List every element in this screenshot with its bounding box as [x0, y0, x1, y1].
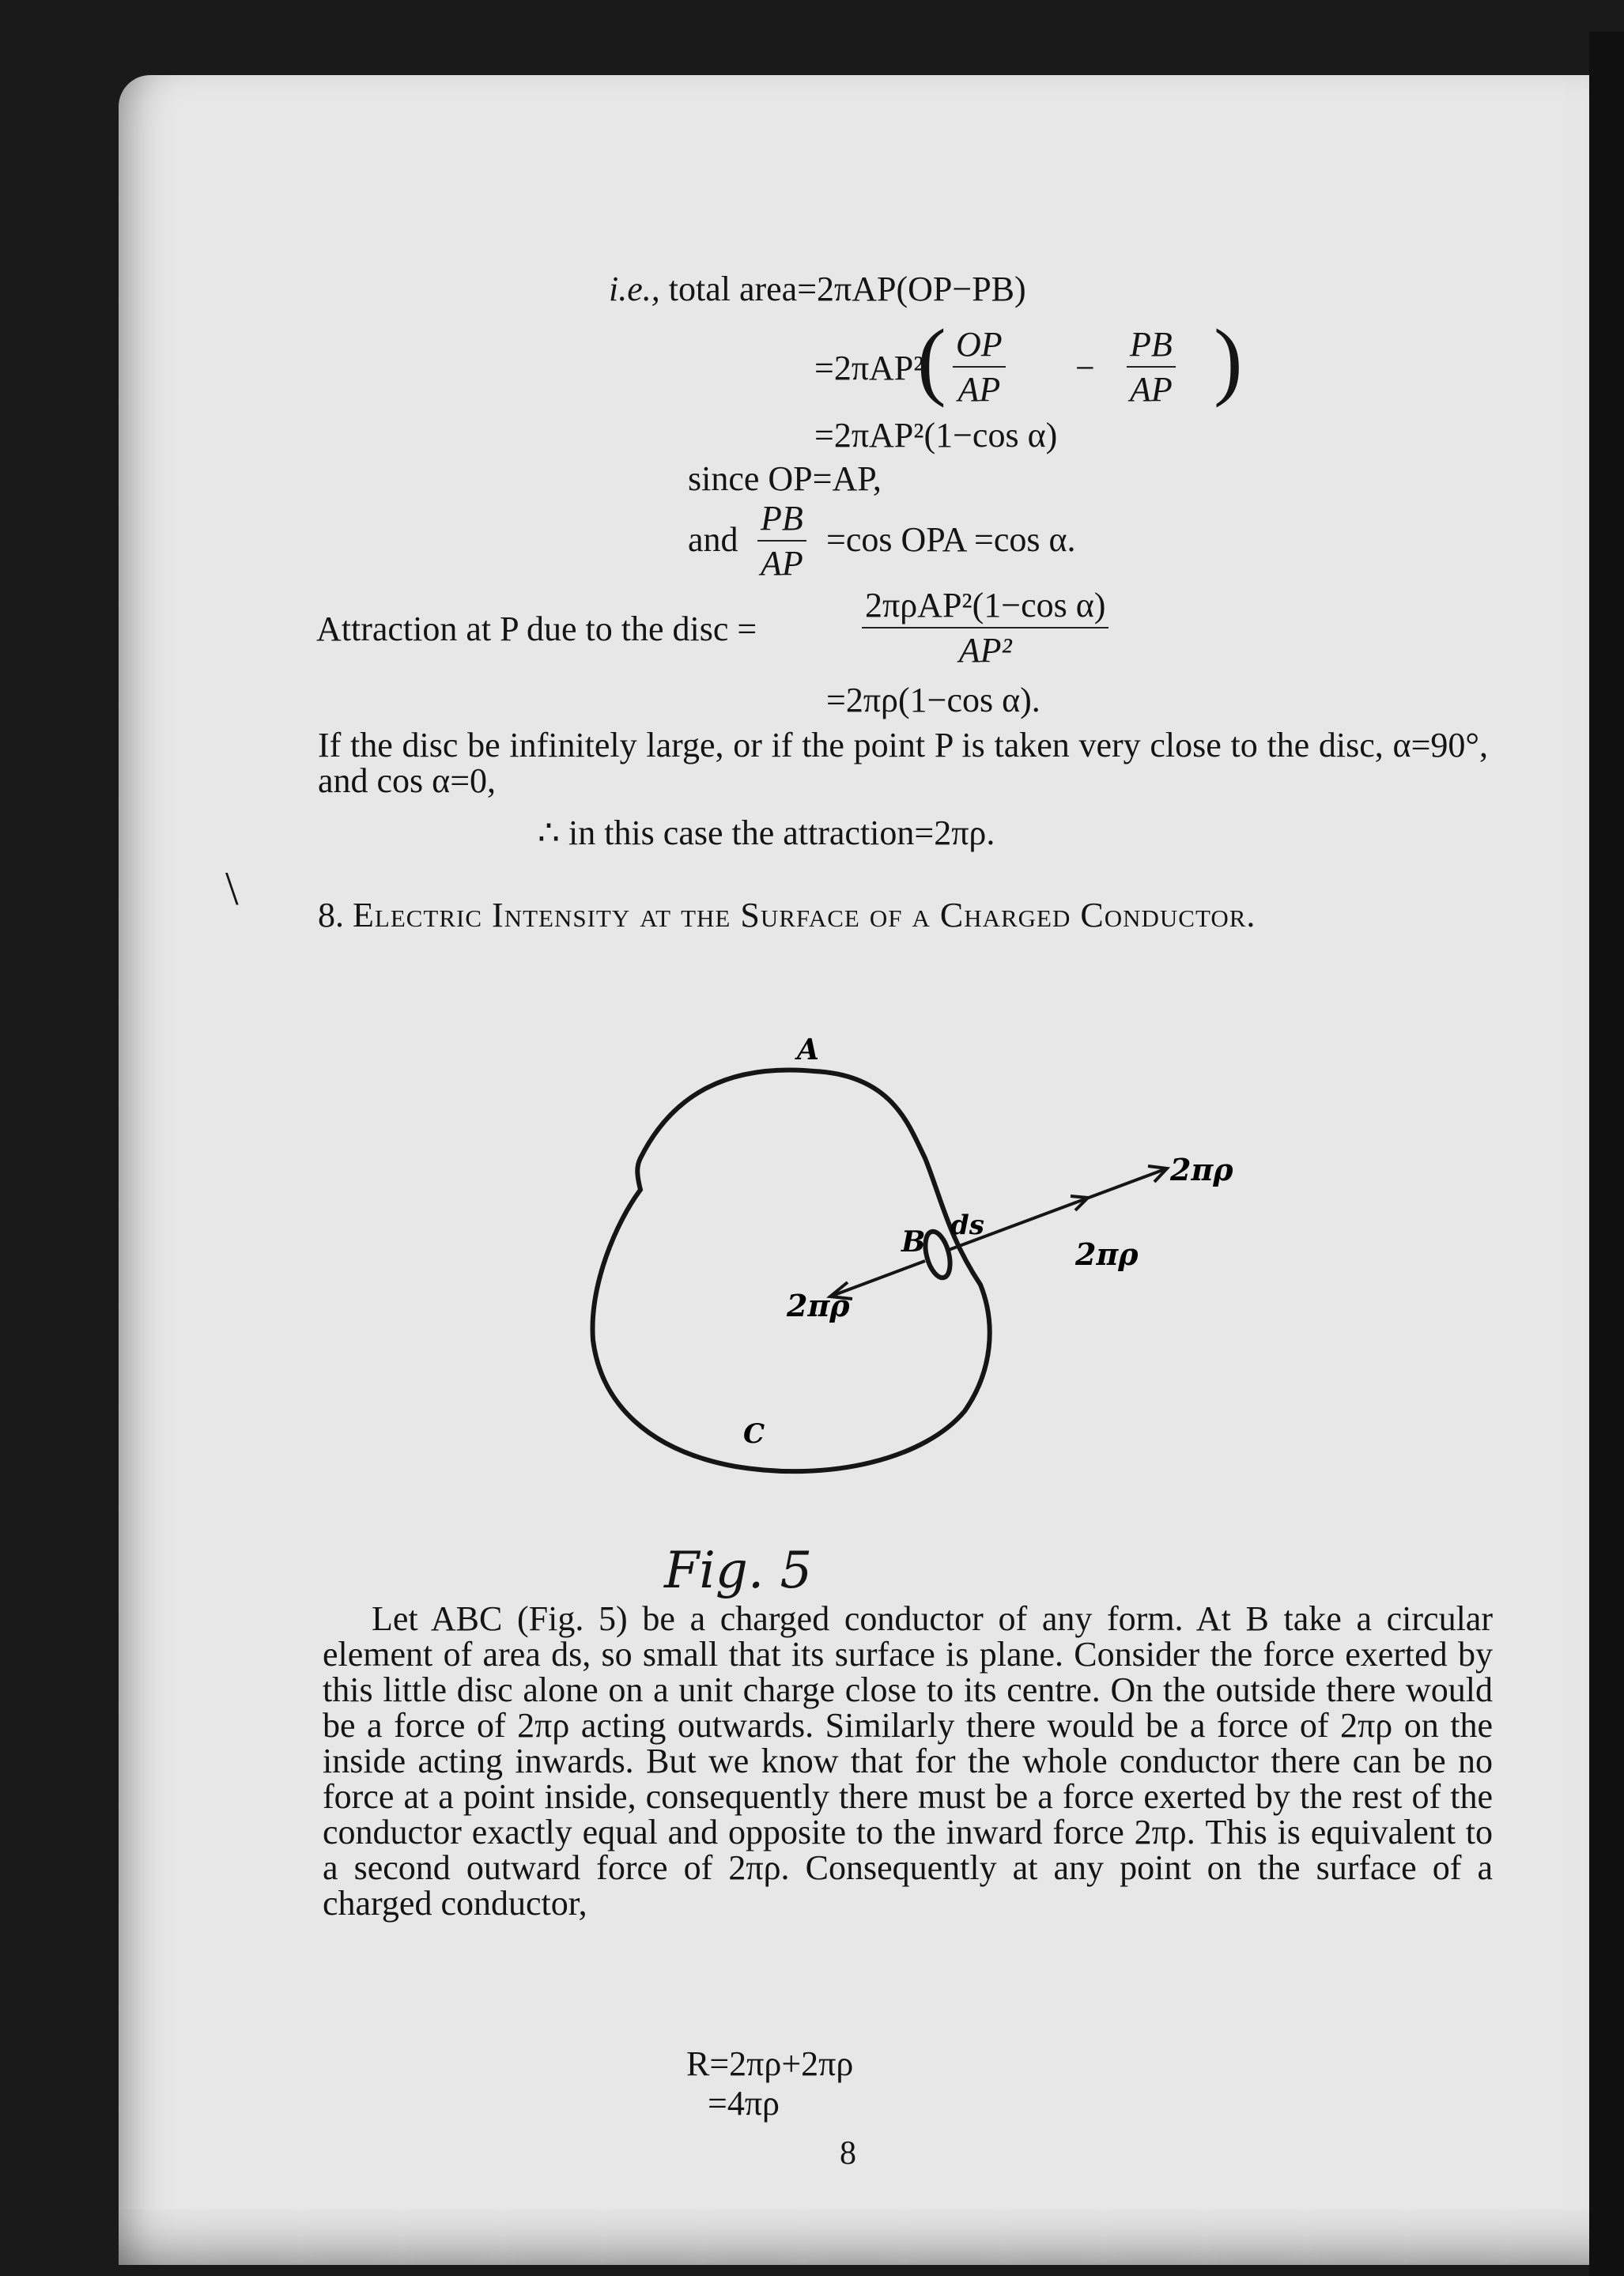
eq2-lead: =2πAP² — [814, 349, 924, 387]
equation-total-area — [609, 269, 1026, 309]
attraction-label: Attraction at P due to the disc = — [316, 610, 757, 648]
eq2-fraction-op-ap — [953, 324, 1006, 410]
since-line: since OP=AP, — [688, 459, 882, 498]
label-A: A — [797, 1033, 819, 1066]
figure-5-diagram — [553, 1000, 1265, 1553]
eq1-text: total area=2πAP(OP−PB) — [659, 270, 1026, 308]
frac-numerator: PB — [761, 499, 803, 538]
attraction-fraction — [862, 585, 1108, 670]
label-inward: 2πρ — [787, 1288, 850, 1323]
frac-denominator: AP — [957, 370, 1001, 409]
and-fraction — [757, 498, 806, 583]
surface-element-ds — [921, 1229, 955, 1280]
result-line-1: R=2πρ+2πρ — [686, 2044, 854, 2083]
frac-denominator: AP — [1130, 370, 1173, 409]
and-rest: =cos OPA =cos α. — [826, 520, 1076, 559]
label-C: C — [743, 1418, 765, 1450]
margin-mark: \ — [225, 862, 239, 915]
page-number: 8 — [840, 2135, 856, 2172]
frac-numerator: OP — [956, 325, 1003, 364]
frac-denominator: AP — [761, 544, 803, 583]
and-word: and — [688, 520, 738, 559]
eq3: =2πAP²(1−cos α) — [814, 416, 1058, 455]
section-number: 8. — [318, 896, 344, 934]
book-edge — [1589, 32, 1624, 2276]
right-paren: ) — [1214, 311, 1243, 408]
frac-numerator: 2πρAP²(1−cos α) — [865, 586, 1106, 625]
label-B: B — [901, 1225, 926, 1259]
result-line-2: =4πρ — [708, 2084, 780, 2123]
paragraph-infinite-disc: If the disc be infinitely large, or if the point P is taken very close to the disc, α=90°, and cos α=0, — [318, 726, 1488, 800]
label-ds: ds — [950, 1210, 984, 1241]
attraction-result: =2πρ(1−cos α). — [826, 681, 1040, 719]
paragraph-conductor: Let ABC (Fig. 5) be a charged conductor of any form. At B take a circular element of area ds, so small that its surface is plane. Consider the force exerted by this little disc alone on a unit charge close to its centre. On the outside there would be a force of 2πρ acting outwards. Similarly there would be a force of 2πρ on the inside acting inwards. But we know that for the whole conductor there can be no force at a point inside, consequently there must be a force exerted by the rest of the conductor exactly equal and opposite to the inward force 2πρ. This is equivalent to a second outward force of 2πρ. Consequently at any point on the surface of a charged conductor, — [323, 1599, 1493, 1923]
frac-denominator: AP² — [958, 631, 1012, 670]
section-heading — [318, 897, 1488, 933]
book-page — [119, 75, 1589, 2265]
figure-caption: Fig. 5 — [664, 1542, 813, 1600]
eq2-minus: − — [1075, 349, 1095, 387]
eq2-fraction-pb-ap — [1127, 324, 1176, 410]
section-title: Electric Intensity at the Surface of a Charged Conductor. — [353, 896, 1256, 934]
ie-prefix: i.e., — [609, 270, 660, 308]
therefore-line: ∴ in this case the attraction=2πρ. — [538, 813, 995, 852]
frac-numerator: PB — [1130, 325, 1173, 364]
label-outward-near: 2πρ — [1075, 1236, 1139, 1272]
label-outward-far: 2πρ — [1170, 1152, 1233, 1187]
left-paren: ( — [917, 311, 946, 408]
